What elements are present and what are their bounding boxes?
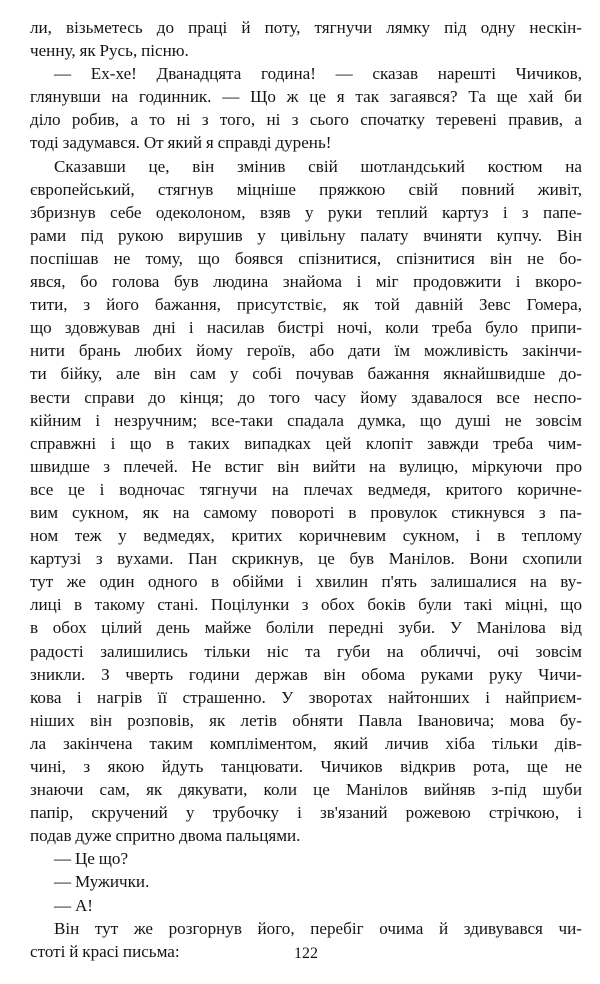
text-line: Він тут же розгорнув його, перебіг очима й здивувався чи-: [54, 918, 582, 938]
text-line: ли, візьметесь до праці й поту, тягнучи лямку під одну нескін-: [30, 18, 582, 37]
text-line: зникли. З чверть години держав він обома руками руку Чичи-: [30, 664, 582, 684]
text-line: — Це що?: [54, 849, 129, 869]
text-line: папір, скручений у трубочку і зв'язаний рожевою стрічкою, і: [30, 803, 582, 823]
paragraph: [30, 16, 582, 62]
text-line: все це і водночас тягнучи на плечах ведмедя, критого коричне-: [30, 479, 582, 499]
text-line: кійним і незручним; все-таки спадала думка, що душі не зовсім: [30, 410, 582, 430]
text-line: картузі з вухами. Пан скрикнув, це був Манілов. Вони схопили: [30, 549, 582, 569]
text-line: тоді задумався. От який я справді дурень!: [30, 133, 332, 153]
book-page: [30, 16, 582, 966]
text-line: стоті й красі письма:: [30, 941, 180, 961]
text-line: збризнув себе одеколоном, взяв у руки теплий картуз і з папе-: [30, 202, 582, 222]
paragraph: [30, 62, 582, 154]
text-line: ніших він розповів, як летів обняти Павла Івановича; мова бу-: [30, 710, 582, 730]
text-line: Сказавши це, він змінив свій шотландський костюм на: [54, 156, 582, 176]
text-line: в обох цілий день майже боліли передні зуби. У Манілова від: [30, 618, 582, 638]
text-line: радості залишились тільки ніс та губи на обличчі, очі зовсім: [30, 641, 582, 661]
text-line: ти бійку, але він сам у собі почував бажання якнайшвидше до-: [30, 364, 582, 384]
paragraph: [30, 847, 582, 870]
text-line: вим сукном, як на самому повороті в провулок стикнувся з па-: [30, 502, 582, 522]
text-line: — А!: [54, 895, 94, 915]
paragraph: [30, 894, 582, 917]
page-number: 122: [294, 945, 318, 962]
text-line: справжні і що в таких випадках цей клопіт завжди треба чим-: [30, 433, 582, 453]
text-line: ченну, як Русь, пісню.: [30, 41, 189, 61]
text-line: поспішав не тому, що боявся спізнитися, спізнитися він не бо-: [30, 248, 582, 268]
text-line: вести справи до кінця; до того часу йому здавалося все неспо-: [30, 387, 582, 407]
text-line: ном теж у ведмедях, критих коричневим сукном, і в теплому: [30, 526, 582, 546]
body-text: [30, 16, 582, 963]
text-line: явся, бо голова був людина знайома і міг продовжити і вкоро-: [30, 272, 582, 292]
paragraph: [30, 870, 582, 893]
text-line: лиці в такому стані. Поцілунки з обох боків були такі міцні, що: [30, 595, 582, 615]
text-line: нити брань любих йому героїв, або дати їм можливість закінчи-: [30, 341, 582, 361]
text-line: — Ех-хе! Дванадцята година! — сказав нарешті Чичиков,: [54, 64, 582, 84]
text-line: глянувши на годинник. — Що ж це я так загаявся? Та ще хай би: [30, 87, 582, 107]
text-line: тити, з його бажання, присутствіє, як той давній Зевс Гомера,: [30, 295, 582, 315]
text-line: що здовжував дні і насилав бистрі ночі, коли треба було припи-: [30, 318, 582, 338]
text-line: діло робив, а то ні з того, ні з сього спочатку теревені правив, а: [30, 110, 582, 130]
text-line: кова і нагрів її страшенно. У зворотах найтонших і найприєм-: [30, 687, 582, 707]
paragraph: [30, 155, 582, 848]
text-line: знаючи сам, як дякувати, коли це Манілов вийняв з-під шуби: [30, 780, 582, 800]
text-line: швидше з плечей. Не встиг він вийти на вулицю, міркуючи про: [30, 456, 582, 476]
text-line: ла закінчена таким компліментом, який личив хіба тільки дів-: [30, 733, 582, 753]
text-line: рами під рукою вирушив у цивільну палату вчиняти купчу. Він: [30, 225, 582, 245]
text-line: європейський, стягнув міцніше пряжкою свій повний живіт,: [30, 179, 582, 199]
text-line: тут же один одного в обійми і хвилин п'ять залишалися на ву-: [30, 572, 582, 592]
text-line: — Мужички.: [54, 872, 150, 892]
text-line: чині, з якою йдуть танцювати. Чичиков відкрив рота, ще не: [30, 757, 582, 776]
text-line: подав дуже спритно двома пальцями.: [30, 826, 301, 846]
